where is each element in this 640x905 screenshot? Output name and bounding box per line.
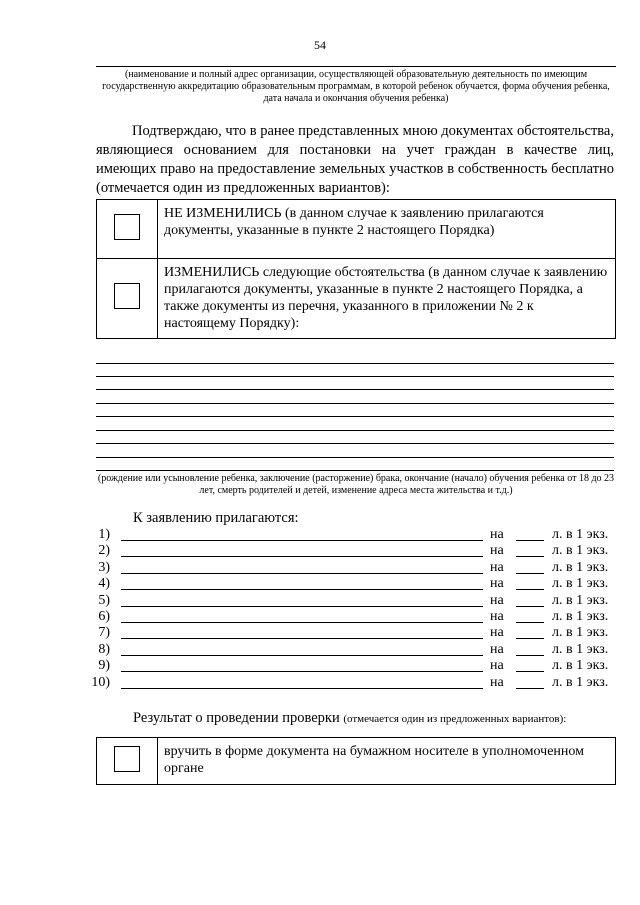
- attachment-name-line[interactable]: [121, 606, 483, 607]
- attachment-number: 9): [98, 658, 110, 674]
- attachment-na-label: на: [490, 543, 504, 559]
- attachment-na-label: на: [490, 527, 504, 542]
- result-option-text: вручить в форме документа на бумажном носителе в уполномоченном органе: [158, 738, 616, 785]
- option-changed-text: ИЗМЕНИЛИСЬ следующие обстоятельства (в данном случае к заявлению прилагаются документы, указанные в пункте 2 настоящего Порядка, а также документы из перечня, указанного в приложении № 2 к настоящему Порядку):: [158, 259, 616, 339]
- attachment-row: [0, 658, 640, 674]
- attachment-row: [0, 625, 640, 641]
- org-name-line: [96, 66, 616, 67]
- attachment-na-label: на: [490, 625, 504, 641]
- attachment-na-label: на: [490, 576, 504, 592]
- attachment-number: 1): [98, 527, 110, 542]
- attachment-name-line[interactable]: [121, 556, 483, 557]
- attachment-na-label: на: [490, 674, 504, 690]
- attachment-name-line[interactable]: [121, 688, 483, 689]
- attachment-copies-label: л. в 1 экз.: [552, 592, 609, 608]
- attachment-number: 5): [98, 592, 110, 608]
- attachment-na-label: на: [490, 641, 504, 657]
- attachment-name-line[interactable]: [121, 540, 483, 541]
- attachment-na-label: на: [490, 609, 504, 624]
- attachment-number: 6): [98, 609, 110, 624]
- result-heading: [133, 710, 566, 727]
- attachment-number: 8): [98, 641, 110, 657]
- entry-line[interactable]: [96, 416, 614, 417]
- attachment-na-label: на: [490, 592, 504, 608]
- attachment-row: [0, 576, 640, 592]
- intro-paragraph: Подтверждаю, что в ранее представленных мною документах обстоятельства, являющиеся основанием для постановки на учет граждан в качестве лиц, имеющих право на предоставление земельных участков в собственность бесплатно (отмечается один из предложенных вариантов):: [96, 123, 614, 196]
- entry-line[interactable]: [96, 443, 614, 444]
- attachment-sheets-blank[interactable]: [516, 606, 544, 607]
- attachment-row: [0, 560, 640, 576]
- attachment-sheets-blank[interactable]: [516, 688, 544, 689]
- option-unchanged-text: НЕ ИЗМЕНИЛИСЬ (в данном случае к заявлению прилагаются документы, указанные в пункте 2 настоящего Порядка): [158, 200, 616, 259]
- attachment-name-line[interactable]: [121, 671, 483, 672]
- attachment-sheets-blank[interactable]: [516, 540, 544, 541]
- attachment-copies-label: л. в 1 экз.: [552, 674, 609, 690]
- entry-line[interactable]: [96, 457, 614, 458]
- attachment-copies-label: л. в 1 экз.: [552, 658, 609, 674]
- attachment-number: 3): [98, 559, 110, 575]
- result-title: Результат о проведении проверки: [133, 710, 340, 726]
- attachment-copies-label: л. в 1 экз.: [552, 527, 609, 542]
- entry-line[interactable]: [96, 376, 614, 377]
- attachment-name-line[interactable]: [121, 638, 483, 639]
- attachment-sheets-blank[interactable]: [516, 671, 544, 672]
- attachment-name-line[interactable]: [121, 573, 483, 574]
- attachments-title: К заявлению прилагаются:: [133, 510, 299, 526]
- result-options-table: [96, 737, 616, 785]
- attachment-copies-label: л. в 1 экз.: [552, 609, 609, 624]
- attachment-number: 2): [98, 543, 110, 559]
- attachment-copies-label: л. в 1 экз.: [552, 543, 609, 559]
- page-number: 54: [314, 38, 326, 52]
- attachment-row: [0, 527, 640, 543]
- changes-options-table: [96, 199, 616, 339]
- result-hint: (отмечается один из предложенных вариантов):: [343, 713, 567, 725]
- attachment-copies-label: л. в 1 экз.: [552, 576, 609, 592]
- attachment-sheets-blank[interactable]: [516, 589, 544, 590]
- entry-line[interactable]: [96, 403, 614, 404]
- attachment-number: 10): [91, 674, 110, 690]
- attachment-sheets-blank[interactable]: [516, 638, 544, 639]
- attachment-number: 7): [98, 625, 110, 641]
- changes-note: (рождение или усыновление ребенка, заключение (расторжение) брака, окончание (начало) обучения ребенка от 18 до 23 лет, смерть родителей и детей, изменение адреса места жительства и т.д.): [97, 473, 615, 496]
- attachment-na-label: на: [490, 559, 504, 575]
- unchanged-checkbox[interactable]: [114, 214, 140, 240]
- attachment-name-line[interactable]: [121, 655, 483, 656]
- attachment-sheets-blank[interactable]: [516, 622, 544, 623]
- attachment-na-label: на: [490, 658, 504, 674]
- option-row-changed: [97, 259, 616, 339]
- entry-line[interactable]: [96, 363, 614, 364]
- entry-line[interactable]: [96, 430, 614, 431]
- option-row-unchanged: [97, 200, 616, 259]
- attachment-sheets-blank[interactable]: [516, 655, 544, 656]
- attachment-row: [0, 593, 640, 609]
- attachment-name-line[interactable]: [121, 589, 483, 590]
- attachment-row: [0, 543, 640, 559]
- attachment-copies-label: л. в 1 экз.: [552, 625, 609, 641]
- changed-checkbox[interactable]: [114, 283, 140, 309]
- attachment-copies-label: л. в 1 экз.: [552, 641, 609, 657]
- attachment-number: 4): [98, 576, 110, 592]
- attachment-row: [0, 642, 640, 658]
- attachment-sheets-blank[interactable]: [516, 556, 544, 557]
- result-option-row: [97, 738, 616, 785]
- attachment-name-line[interactable]: [121, 622, 483, 623]
- entry-line[interactable]: [96, 389, 614, 390]
- org-note: (наименование и полный адрес организации, осуществляющей образовательную деятельность по имеющим государственную аккредитацию образовательным программам, в которой ребенок обучается, форма обучения ребенка, дата начала и окончания обучения ребенка): [102, 69, 610, 104]
- attachment-row: [0, 675, 640, 691]
- attachment-copies-label: л. в 1 экз.: [552, 559, 609, 575]
- result-checkbox[interactable]: [114, 746, 140, 772]
- entry-line[interactable]: [96, 470, 614, 471]
- attachment-sheets-blank[interactable]: [516, 573, 544, 574]
- attachment-row: [0, 609, 640, 625]
